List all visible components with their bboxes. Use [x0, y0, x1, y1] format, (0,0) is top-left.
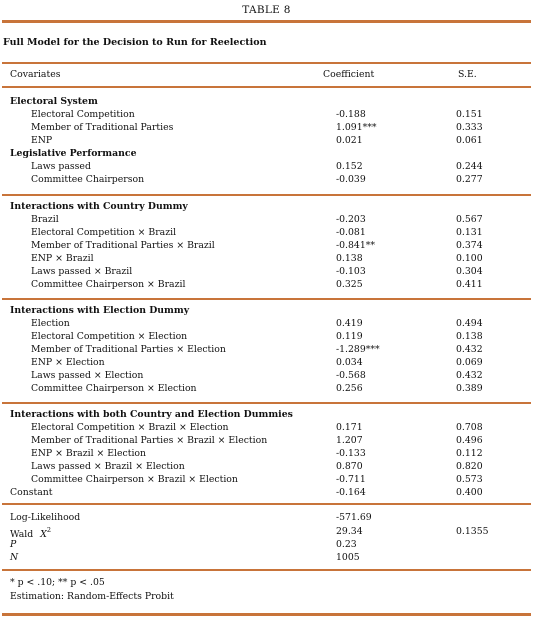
- covariate-label: Laws passed × Brazil × Election: [31, 461, 185, 472]
- log-likelihood-label: Log-Likelihood: [10, 512, 81, 523]
- se-cell: 0.573: [456, 474, 483, 485]
- table-row: [0, 173, 533, 186]
- table-row: [0, 434, 533, 447]
- coefficient-cell: 0.021: [336, 135, 363, 146]
- covariate-label: ENP × Brazil: [31, 253, 94, 264]
- p-row: [0, 538, 533, 551]
- se-cell: 0.138: [456, 331, 483, 342]
- covariate-label: Election: [31, 318, 70, 329]
- coefficient-cell: 0.419: [336, 318, 363, 329]
- se-cell: 0.069: [456, 357, 483, 368]
- table-row: [0, 330, 533, 343]
- section-header-row: [0, 147, 533, 160]
- table-row: [0, 382, 533, 395]
- section-rule: [2, 194, 531, 196]
- covariate-label: Electoral Competition: [31, 109, 135, 120]
- section-title: Electoral System: [10, 96, 98, 107]
- table-row: [0, 239, 533, 252]
- coefficient-cell: 0.138: [336, 253, 363, 264]
- coefficient-cell: -0.164: [336, 487, 366, 498]
- section-title: Interactions with Election Dummy: [10, 305, 190, 316]
- column-header-row: [0, 68, 533, 81]
- covariate-label: Member of Traditional Parties × Brazil × Election: [31, 435, 268, 446]
- covariate-label: Committee Chairperson: [31, 174, 145, 185]
- covariate-label: ENP × Election: [31, 357, 105, 368]
- covariate-label: Committee Chairperson × Brazil: [31, 279, 186, 290]
- column-header-rule: [2, 86, 531, 88]
- coefficient-cell: -0.039: [336, 174, 366, 185]
- covariate-label: Electoral Competition × Brazil: [31, 227, 177, 238]
- covariate-label: Member of Traditional Parties: [31, 122, 174, 133]
- coefficient-cell: -0.103: [336, 266, 366, 277]
- coefficient-cell: 1.207: [336, 435, 363, 446]
- se-cell: 0.112: [456, 448, 483, 459]
- se-cell: 0.131: [456, 227, 483, 238]
- covariate-label: Member of Traditional Parties × Election: [31, 344, 226, 355]
- header-rule: [2, 62, 531, 64]
- covariate-label: Brazil: [31, 214, 59, 225]
- se-cell: 0.333: [456, 122, 483, 133]
- coefficient-cell: -0.203: [336, 214, 366, 225]
- table-row: [0, 460, 533, 473]
- covariate-label: Constant: [10, 487, 53, 498]
- covariates-header: Covariates: [10, 69, 61, 80]
- table-row: [0, 356, 533, 369]
- notes-rule: [2, 569, 531, 571]
- se-cell: 0.151: [456, 109, 483, 120]
- covariate-label: Member of Traditional Parties × Brazil: [31, 240, 215, 251]
- n-label: N: [10, 552, 19, 563]
- wald-label: Wald: [10, 529, 34, 541]
- se-cell: 0.277: [456, 174, 483, 185]
- section-rule: [2, 402, 531, 404]
- se-cell: 0.304: [456, 266, 483, 277]
- se-cell: 0.244: [456, 161, 483, 172]
- table-row: [0, 160, 533, 173]
- coefficient-cell: 0.870: [336, 461, 363, 472]
- coefficient-cell: 0.119: [336, 331, 363, 342]
- coefficient-cell: -0.711: [336, 474, 366, 485]
- table-row: [0, 473, 533, 486]
- wald-se: 0.1355: [456, 526, 489, 537]
- significance-note: * p < .10; ** p < .05: [10, 577, 105, 588]
- covariate-label: Electoral Competition × Brazil × Election: [31, 422, 229, 433]
- log-likelihood-row: [0, 511, 533, 524]
- table-row: [0, 108, 533, 121]
- wald-row: [0, 525, 533, 541]
- coefficient-cell: 0.325: [336, 279, 363, 290]
- se-cell: 0.432: [456, 344, 483, 355]
- chi-exponent: 2: [46, 526, 51, 534]
- wald-value: 29.34: [336, 526, 363, 537]
- table-label: TABLE 8: [242, 4, 291, 16]
- table-row: [0, 343, 533, 356]
- section-header-row: [0, 408, 533, 421]
- table-row: [0, 421, 533, 434]
- table-row: [0, 213, 533, 226]
- coefficient-cell: -0.188: [336, 109, 366, 120]
- table-row: [0, 252, 533, 265]
- se-cell: 0.389: [456, 383, 483, 394]
- table-caption: Full Model for the Decision to Run for Reelection: [3, 37, 267, 48]
- table-row: [0, 121, 533, 134]
- coefficient-cell: 0.152: [336, 161, 363, 172]
- log-likelihood-value: -571.69: [336, 512, 372, 523]
- covariate-label: Laws passed: [31, 161, 91, 172]
- se-cell: 0.374: [456, 240, 483, 251]
- covariate-label: ENP × Brazil × Election: [31, 448, 147, 459]
- table-row: [0, 486, 533, 499]
- table-row: [0, 369, 533, 382]
- coefficient-cell: -0.081: [336, 227, 366, 238]
- covariate-label: Committee Chairperson × Brazil × Election: [31, 474, 238, 485]
- coefficient-cell: 1.091***: [336, 122, 377, 133]
- n-row: [0, 551, 533, 564]
- table-row: [0, 317, 533, 330]
- covariate-label: Laws passed × Election: [31, 370, 144, 381]
- covariate-label: Laws passed × Brazil: [31, 266, 133, 277]
- p-value: 0.23: [336, 539, 357, 550]
- top-rule: [2, 20, 531, 23]
- se-cell: 0.820: [456, 461, 483, 472]
- coefficient-cell: 0.171: [336, 422, 363, 433]
- stats-rule: [2, 503, 531, 505]
- se-cell: 0.061: [456, 135, 483, 146]
- se-cell: 0.494: [456, 318, 483, 329]
- se-cell: 0.708: [456, 422, 483, 433]
- se-cell: 0.400: [456, 487, 483, 498]
- section-header-row: [0, 200, 533, 213]
- covariate-label: ENP: [31, 135, 53, 146]
- bottom-rule: [2, 613, 531, 616]
- se-cell: 0.496: [456, 435, 483, 446]
- section-header-row: [0, 95, 533, 108]
- covariate-label: Committee Chairperson × Election: [31, 383, 197, 394]
- se-cell: 0.432: [456, 370, 483, 381]
- estimation-note: Estimation: Random-Effects Probit: [10, 591, 174, 602]
- coefficient-cell: -1.289***: [336, 344, 380, 355]
- coefficient-cell: 0.034: [336, 357, 363, 368]
- section-rule: [2, 298, 531, 300]
- coefficient-cell: 0.256: [336, 383, 363, 394]
- table-row: [0, 134, 533, 147]
- p-label: P: [10, 539, 17, 550]
- table-row: [0, 447, 533, 460]
- se-cell: 0.567: [456, 214, 483, 225]
- covariate-label: Electoral Competition × Election: [31, 331, 188, 342]
- chi-symbol: X: [40, 529, 47, 541]
- table-row: [0, 226, 533, 239]
- table-row: [0, 265, 533, 278]
- se-cell: 0.100: [456, 253, 483, 264]
- section-title: Interactions with Country Dummy: [10, 201, 188, 212]
- coefficient-header: Coefficient: [323, 69, 375, 80]
- section-title: Interactions with both Country and Election Dummies: [10, 409, 293, 420]
- se-header: S.E.: [458, 69, 477, 80]
- se-cell: 0.411: [456, 279, 483, 290]
- n-value: 1005: [336, 552, 360, 563]
- coefficient-cell: -0.568: [336, 370, 366, 381]
- coefficient-cell: -0.133: [336, 448, 366, 459]
- coefficient-cell: -0.841**: [336, 240, 376, 251]
- table-row: [0, 278, 533, 291]
- section-header-row: [0, 304, 533, 317]
- section-title: Legislative Performance: [10, 148, 137, 159]
